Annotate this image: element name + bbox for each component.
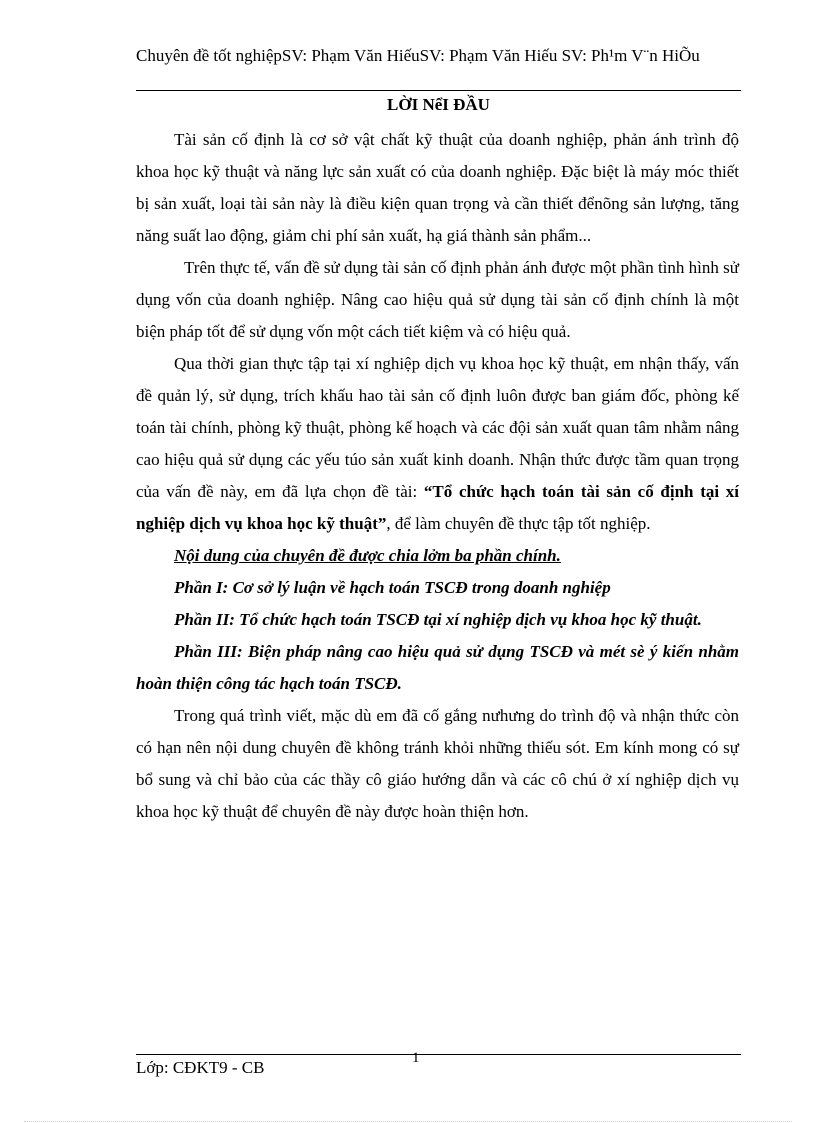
outline-heading bbox=[136, 540, 739, 572]
footer-divider bbox=[136, 1054, 741, 1055]
outline-heading-text: Nội dung của chuyên đề được chia lởm ba phần chính. bbox=[174, 546, 561, 565]
page-bottom-border bbox=[24, 1121, 792, 1122]
header-divider bbox=[136, 90, 741, 91]
paragraph-reality: Trên thực tế, vấn đề sử dụng tài sản cố định phản ánh được một phần tình hình sử dụng vốn của doanh nghiệp. Nâng cao hiệu quả sử dụng tài sản cố định chính là một biện pháp tốt để sử dụng vốn một cách tiết kiệm và có hiệu quả. bbox=[136, 258, 739, 341]
paragraph-topic-text: Qua thời gian thực tập tại xí nghiệp dịch vụ khoa học kỹ thuật, em nhận thấy, vấn đề quản lý, sử dụng, trích khấu hao tài sản cố định luôn được ban giám đốc, phòng kế toán tài chính, phòng kỹ thuật, phòng kế hoạch và các đội sản xuất quan tâm nhằm nâng cao hiệu quả sử dụng các yếu túo sản xuất kinh doanh. Nhận thức được tầm quan trọng của vấn đề này, em đã lựa chọn đề tài: bbox=[136, 354, 739, 501]
page-header: Chuyên đề tốt nghiệpSV: Phạm Văn HiếuSV: Phạm Văn Hiếu SV: Ph¹m V¨n HiÕu bbox=[136, 46, 700, 65]
page-number: 1 bbox=[412, 1050, 420, 1066]
part-3: Phần III: Biện pháp nâng cao hiệu quả sử dụng TSCĐ và mét sè ý kiến nhằm hoàn thiện công tác hạch toán TSCĐ. bbox=[136, 642, 739, 693]
paragraph-intro: Tài sản cố định là cơ sở vật chất kỹ thuật của doanh nghiệp, phản ánh trình độ khoa học kỹ thuật và năng lực sản xuất có của doanh nghiệp. Đặc biệt là máy móc thiết bị sản xuất, loại tài sản này là điều kiện quan trọng và cần thiết đểnõng sản lượng, tăng năng suất lao động, giảm chi phí sản xuất, hạ giá thành sản phẩm... bbox=[136, 130, 739, 245]
document-body bbox=[136, 124, 739, 828]
paragraph-topic-end: , để làm chuyên đề thực tập tốt nghiệp. bbox=[386, 514, 651, 533]
document-title: LỜI NểI ĐẦU bbox=[387, 95, 490, 114]
class-label: Lớp: CĐKT9 - CB bbox=[136, 1058, 265, 1077]
topic-title: “Tổ chức hạch toán tài sản cố định tại xí nghiệp dịch vụ khoa học kỹ thuật” bbox=[136, 482, 739, 533]
part-1: Phần I: Cơ sở lý luận về hạch toán TSCĐ trong doanh nghiệp bbox=[174, 578, 611, 597]
paragraph-closing: Trong quá trình viết, mặc dù em đã cố gắng nưhưng do trình độ và nhận thức còn có hạn nên nội dung chuyên đề không tránh khỏi những thiếu sót. Em kính mong có sự bổ sung và chỉ bảo của các thầy cô giáo hướng dẫn và các cô chú ở xí nghiệp dịch vụ khoa học kỹ thuật để chuyên đề này được hoàn thiện hơn. bbox=[136, 706, 739, 821]
paragraph-topic bbox=[136, 348, 739, 540]
part-2: Phần II: Tổ chức hạch toán TSCĐ tại xí nghiệp dịch vụ khoa học kỹ thuật. bbox=[174, 610, 702, 629]
